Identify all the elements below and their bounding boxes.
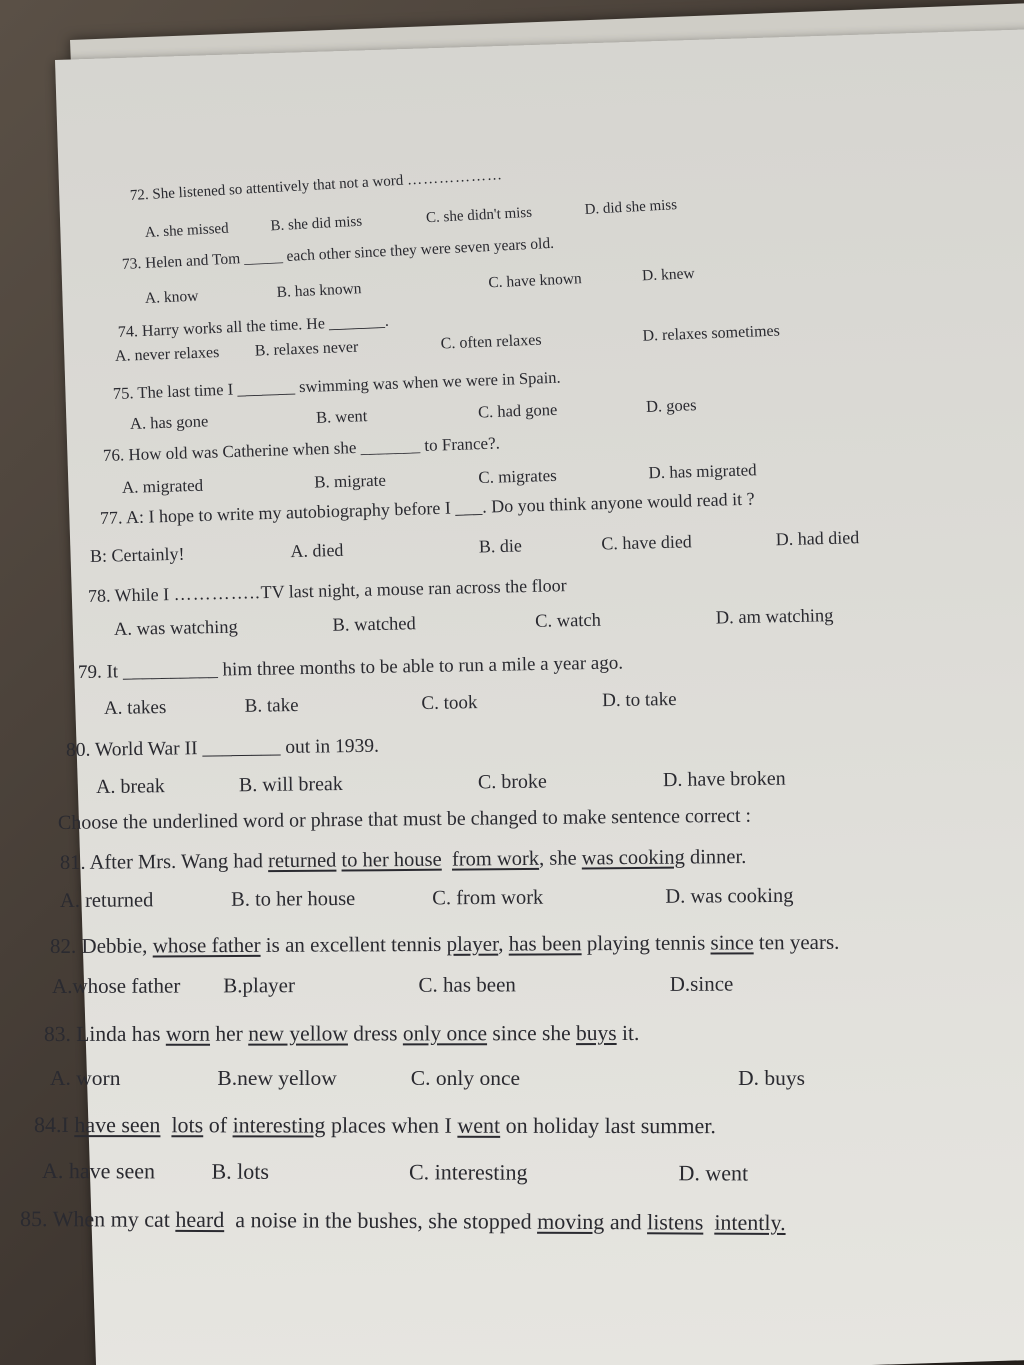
question-81-options	[60, 885, 794, 913]
underlined-phrase[interactable]: interesting	[232, 1112, 326, 1138]
option-c[interactable]: C. had gone	[477, 399, 558, 422]
question-80-options	[96, 768, 786, 799]
question-85-text	[53, 1206, 786, 1235]
option-b[interactable]: B. will break	[238, 772, 343, 797]
question-75-stem: 75. The last time I _______ swimming was when we were in Spain.	[112, 367, 561, 403]
option-c[interactable]: C. took	[421, 692, 478, 715]
option-c[interactable]: C. often relaxes	[440, 331, 542, 353]
option-d[interactable]: D. knew	[641, 265, 695, 285]
sentence-text: of	[203, 1112, 233, 1138]
sentence-text: is an excellent tennis	[260, 931, 447, 957]
question-73-options	[145, 265, 695, 308]
underlined-phrase[interactable]: to her house	[341, 848, 442, 872]
sentence-text: since she	[487, 1021, 577, 1046]
sentence-text: ,	[498, 931, 509, 956]
option-c[interactable]: C. migrates	[478, 465, 557, 488]
option-d[interactable]: D. goes	[645, 395, 697, 416]
option-a[interactable]: A. never relaxes	[114, 343, 220, 365]
sentence-text: Linda has	[76, 1021, 166, 1046]
sentence-text: I	[61, 1112, 75, 1138]
sentence-text: When my cat	[52, 1206, 176, 1232]
option-a[interactable]: A. returned	[59, 889, 154, 912]
question-81-text	[90, 846, 747, 874]
sentence-text: it.	[616, 1020, 640, 1046]
option-d[interactable]: D. to take	[602, 689, 677, 712]
question-82-text	[81, 930, 839, 958]
underlined-phrase[interactable]: returned	[267, 849, 337, 873]
underlined-phrase[interactable]: went	[457, 1112, 501, 1138]
sentence-text	[442, 849, 452, 871]
underlined-phrase[interactable]: worn	[165, 1021, 211, 1046]
option-a[interactable]: A. takes	[103, 697, 167, 719]
dialog-reply: B: Certainly!	[89, 543, 185, 566]
option-d[interactable]: D.since	[669, 971, 734, 996]
question-82-stem: 82. Debbie, whose father is an excellent tennis player, has been playing tennis since ten years.	[49, 929, 840, 958]
underlined-phrase[interactable]: from work	[451, 847, 540, 871]
question-83-text	[76, 1021, 639, 1046]
option-b[interactable]: B. she did miss	[270, 213, 363, 235]
question-83-options	[50, 1066, 805, 1091]
option-a[interactable]: A. break	[95, 775, 165, 798]
question-78-stem: 78. While I …………..TV last night, a mouse ran across the floor	[87, 575, 567, 606]
option-d[interactable]: D. has migrated	[648, 460, 757, 483]
option-b[interactable]: B. to her house	[231, 887, 356, 911]
option-a[interactable]: A. died	[290, 539, 344, 562]
underlined-phrase[interactable]: have seen	[74, 1112, 161, 1138]
question-72-options	[145, 197, 678, 242]
option-c[interactable]: C. has been	[418, 972, 516, 997]
sentence-text: After Mrs. Wang had	[89, 850, 269, 874]
underlined-phrase[interactable]: lots	[171, 1112, 204, 1138]
underlined-phrase[interactable]: new yellow	[248, 1021, 348, 1046]
question-84-stem: 84.I have seen lots of interesting places when I went on holiday last summer.	[33, 1112, 716, 1139]
sentence-text: ten years.	[753, 929, 840, 955]
underlined-phrase[interactable]: player	[446, 931, 499, 956]
option-c[interactable]: C. she didn't miss	[425, 204, 533, 227]
question-84-options	[42, 1158, 748, 1186]
option-b[interactable]: B.player	[223, 973, 296, 998]
underlined-phrase[interactable]: was cooking	[581, 846, 685, 870]
question-84-text	[61, 1112, 715, 1138]
underlined-phrase[interactable]: moving	[537, 1208, 605, 1235]
option-b[interactable]: B.new yellow	[217, 1066, 337, 1090]
question-81-stem: 81. After Mrs. Wang had returned to her house from work, she was cooking dinner.	[59, 846, 747, 874]
sentence-text: on holiday last summer.	[500, 1112, 716, 1139]
option-a[interactable]: A. have seen	[41, 1158, 156, 1184]
question-82-options	[52, 972, 733, 999]
option-c[interactable]: C. broke	[477, 770, 547, 794]
option-d[interactable]: D. have broken	[662, 767, 786, 792]
option-d[interactable]: D. am watching	[715, 606, 834, 629]
option-a[interactable]: A. migrated	[121, 475, 204, 497]
sentence-text: playing tennis	[581, 930, 711, 956]
option-b[interactable]: B. take	[244, 694, 299, 717]
question-73-stem: 73. Helen and Tom _____ each other since they were seven years old.	[121, 234, 555, 273]
question-80-stem: 80. World War II ________ out in 1939.	[65, 735, 380, 761]
option-c[interactable]: C. have died	[601, 531, 693, 554]
sentence-text: a noise in the bushes, she stopped	[224, 1207, 538, 1234]
section-instruction: Choose the underlined word or phrase that must be changed to make sentence correct :	[57, 804, 752, 834]
option-c[interactable]: C. only once	[410, 1066, 521, 1090]
option-a[interactable]: A. has gone	[129, 411, 209, 433]
question-74-stem: 74. Harry works all the time. He _______.	[117, 312, 390, 341]
option-d[interactable]: D. relaxes sometimes	[642, 322, 781, 345]
question-75-options	[130, 395, 697, 434]
sentence-text: and	[604, 1209, 648, 1235]
sentence-text: Debbie,	[81, 933, 153, 958]
sentence-text: her	[209, 1021, 249, 1046]
option-b[interactable]: B. relaxes never	[254, 338, 359, 360]
underlined-phrase[interactable]: has been	[508, 931, 582, 956]
question-76-stem: 76. How old was Catherine when she _______ to France?.	[102, 433, 501, 465]
underlined-phrase[interactable]: listens	[647, 1209, 704, 1235]
question-85-stem: 85. When my cat heard a noise in the bushes, she stopped moving and listens intently.	[19, 1206, 786, 1236]
option-a[interactable]: A.whose father	[51, 973, 181, 998]
sentence-text	[160, 1112, 171, 1137]
option-d[interactable]: D. was cooking	[665, 884, 794, 908]
underlined-phrase[interactable]: since	[710, 930, 754, 955]
option-c[interactable]: C. watch	[534, 610, 602, 632]
underlined-phrase[interactable]: buys	[575, 1021, 617, 1046]
option-d[interactable]: D. went	[678, 1160, 749, 1186]
sentence-text	[703, 1210, 714, 1235]
underlined-phrase[interactable]: heard	[175, 1206, 225, 1233]
option-c[interactable]: C. interesting	[408, 1159, 528, 1185]
option-b[interactable]: B. die	[478, 535, 523, 557]
question-78-options	[114, 606, 834, 641]
option-b[interactable]: B. lots	[211, 1158, 270, 1184]
option-c[interactable]: C. have known	[487, 270, 583, 292]
option-a[interactable]: A. worn	[50, 1066, 121, 1090]
option-d[interactable]: D. did she miss	[584, 197, 678, 218]
option-c[interactable]: C. from work	[432, 886, 544, 910]
option-a[interactable]: A. was watching	[113, 617, 238, 640]
question-83-stem: 83. Linda has worn her new yellow dress only once since she buys it.	[43, 1020, 640, 1046]
sentence-text: dinner.	[684, 846, 747, 869]
option-d[interactable]: D. buys	[738, 1066, 806, 1090]
option-a[interactable]: A. she missed	[144, 220, 230, 241]
underlined-phrase[interactable]: only once	[402, 1021, 488, 1046]
option-b[interactable]: B. watched	[332, 614, 416, 636]
option-b[interactable]: B. went	[315, 406, 368, 427]
option-d[interactable]: D. had died	[775, 527, 860, 550]
underlined-phrase[interactable]: whose father	[152, 932, 261, 958]
question-72-stem: 72. She listened so attentively that not a word ………………	[129, 167, 504, 204]
option-b[interactable]: B. has known	[276, 280, 362, 302]
question-79-options	[104, 689, 677, 720]
sentence-text: places when I	[325, 1112, 458, 1138]
option-b[interactable]: B. migrate	[313, 470, 387, 492]
question-77-stem: 77. A: I hope to write my autobiography before I ___. Do you think anyone would read it ?	[99, 488, 755, 528]
sentence-text: , she	[538, 847, 582, 870]
question-79-stem: 79. It __________ him three months to be able to run a mile a year ago.	[77, 652, 624, 683]
sentence-text: dress	[347, 1021, 403, 1046]
option-a[interactable]: A. know	[144, 287, 199, 307]
underlined-phrase[interactable]: intently.	[714, 1209, 786, 1236]
question-77-options	[90, 527, 860, 567]
